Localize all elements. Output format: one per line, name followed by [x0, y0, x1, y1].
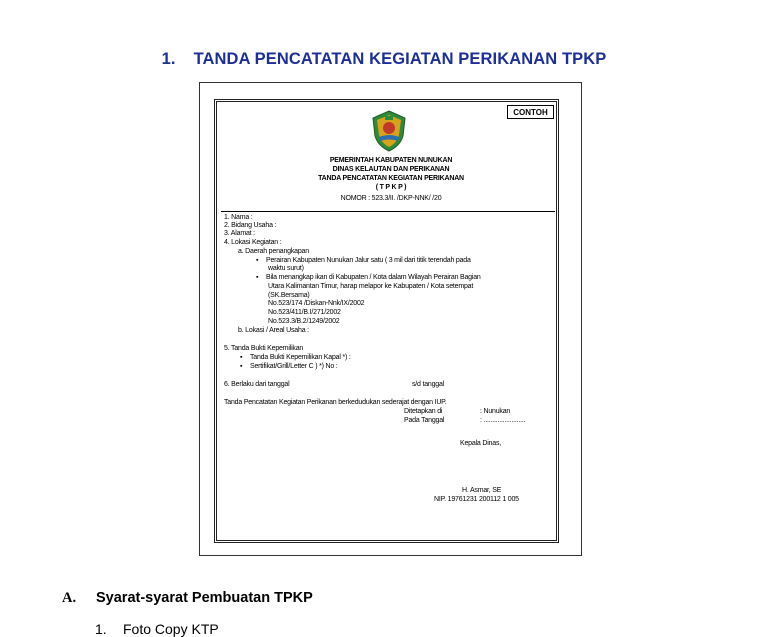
agency-name-1: PEMERINTAH KABUPATEN NUNUKAN	[329, 157, 453, 164]
issued-at-value: : Nunukan	[480, 408, 511, 415]
signer-title: Kepala Dinas,	[460, 440, 501, 447]
agency-name-2: DINAS KELAUTAN DAN PERIKANAN	[332, 166, 450, 173]
page-heading	[0, 50, 768, 69]
signer-nip: NIP. 19761231 200112 1 005	[434, 496, 519, 503]
reference-3: No.523.3/B.2/1249/2002	[268, 318, 340, 325]
field-lokasi-kegiatan: 4. Lokasi Kegiatan :	[224, 239, 282, 246]
bullet-1: ▪ Perairan Kabupaten Nunukan Jalur satu ( 3 mil dari titik terendah pada	[256, 257, 471, 264]
reference-1: No.523/174 /Diskan-Nnk/IX/2002	[268, 300, 365, 307]
field-bidang-usaha: 2. Bidang Usaha :	[224, 222, 277, 229]
regency-emblem-icon	[370, 110, 408, 152]
section-a-letter: A.	[62, 590, 77, 606]
section-a-title: Syarat-syarat Pembuatan TPKP	[96, 590, 313, 606]
bullet-2: ▪ Bila menangkap ikan di Kabupaten / Kota dalam Wilayah Perairan Bagian	[256, 274, 481, 281]
equivalence-statement: Tanda Pencatatan Kegiatan Perikanan berkedudukan sederajat dengan IUP.	[224, 399, 447, 406]
issued-at-label: Ditetapkan di	[404, 408, 443, 415]
bullet-1-cont: waktu surut)	[268, 265, 304, 272]
area-a-label: a. Daerah penangkapan	[238, 248, 309, 255]
signer-name: H. Asmar, SE	[462, 487, 502, 494]
item-5-certificate: ▪ Sertifikat/Grill/Letter C ) *) No :	[240, 363, 338, 370]
field-alamat: 3. Alamat :	[224, 230, 255, 237]
field-nama: 1. Nama :	[224, 214, 253, 221]
document-title: TANDA PENCATATAN KEGIATAN PERIKANAN	[318, 175, 464, 182]
list-item	[95, 621, 219, 637]
document-number: NOMOR : 523.3/II. /DKP-NNK/ /20	[340, 195, 442, 202]
bullet-2-cont-2: (SK.Bersama)	[268, 292, 310, 299]
issued-date-label: Pada Tanggal	[404, 417, 445, 424]
item-5-vessel-proof: ▪ Tanda Bukti Kepemilikan Kapal *) :	[240, 354, 351, 361]
list-item-number: 1.	[95, 621, 107, 637]
item-6-valid-until: s/d tanggal	[412, 381, 445, 388]
section-a-heading	[62, 590, 313, 607]
reference-2: No.523/411/B.I/271/2002	[268, 309, 341, 316]
sample-badge: CONTOH	[507, 105, 554, 119]
heading-number: 1.	[161, 50, 176, 68]
heading-text: TANDA PENCATATAN KEGIATAN PERIKANAN TPKP	[193, 50, 607, 68]
document-acronym: ( T P K P )	[375, 184, 407, 191]
item-6-valid-from: 6. Berlaku dari tanggal	[224, 381, 290, 388]
header-rule	[221, 211, 555, 212]
issued-date-value: : ........................	[480, 417, 526, 424]
area-b-label: b. Lokasi / Areal Usaha :	[238, 327, 309, 334]
list-item-text: Foto Copy KTP	[123, 621, 219, 637]
item-5-ownership: 5. Tanda Bukti Kepemilikan	[224, 345, 304, 352]
bullet-2-cont-1: Utara Kalimantan Timur, harap melapor ke Kabupaten / Kota setempat	[268, 283, 474, 290]
